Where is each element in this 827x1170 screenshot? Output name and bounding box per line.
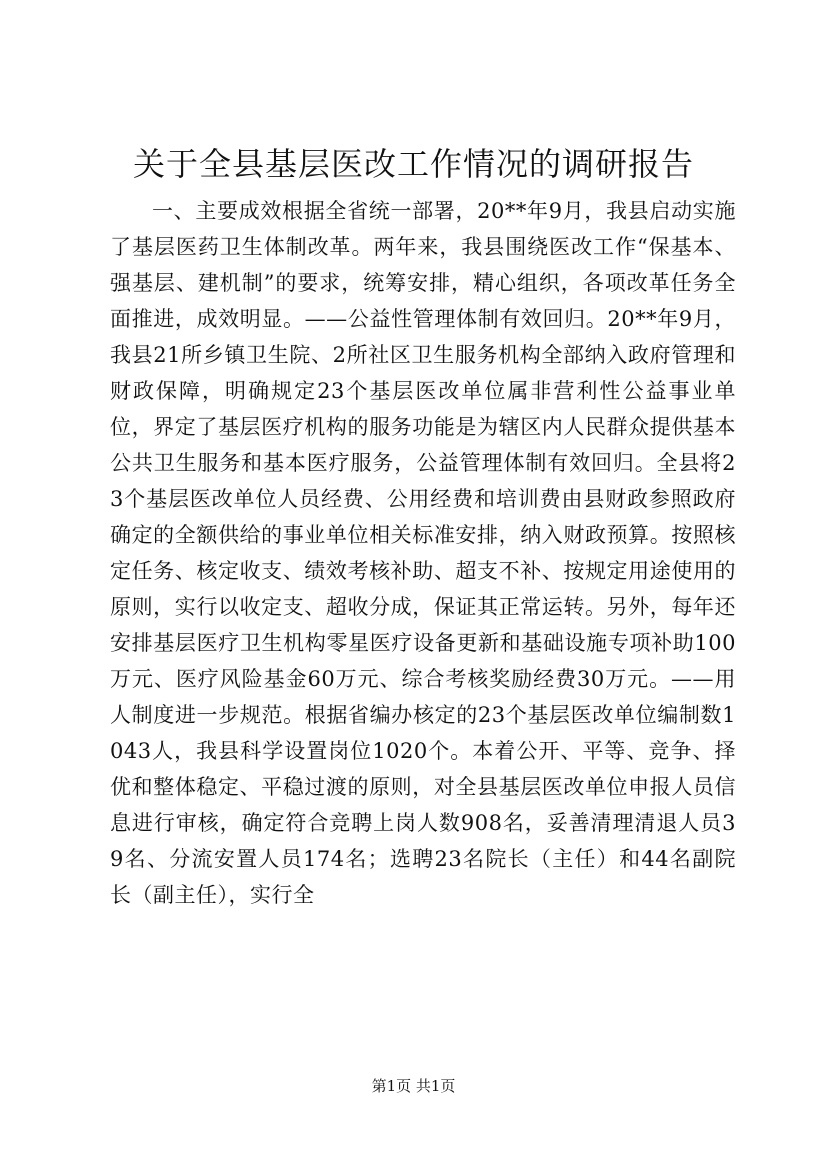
document-body-paragraph: 一、主要成效根据全省统一部署，20**年9月，我县启动实施了基层医药卫生体制改革。两年来，我县围绕医改工作“保基本、强基层、建机制”的要求，统筹安排，精心组织，各项改革任务全面推进，成效明显。——公益性管理体制有效回归。20**年9月，我县21所乡镇卫生院、2所社区卫生服务机构全部纳入政府管理和财政保障，明确规定23个基层医改单位属非营利性公益事业单位，界定了基层医疗机构的服务功能是为辖区内人民群众提供基本公共卫生服务和基本医疗服务，公益管理体制有效回归。全县将23个基层医改单位人员经费、公用经费和培训费由县财政参照政府确定的全额供给的事业单位相关标准安排，纳入财政预算。按照核定任务、核定收支、绩效考核补助、超支不补、按规定用途使用的原则，实行以收定支、超收分成，保证其正常运转。另外，每年还安排基层医疗卫生机构零星医疗设备更新和基础设施专项补助100万元、医疗风险基金60万元、综合考核奖励经费30万元。——用人制度进一步规范。根据省编办核定的23个基层医改单位编制数1043人，我县科学设置岗位1020个。本着公开、平等、竞争、择优和整体稳定、平稳过渡的原则，对全县基层医改单位申报人员信息进行审核，确定符合竞聘上岗人数908名，妥善清理清退人员39名、分流安置人员174名；选聘23名院长（主任）和44名副院长（副主任），实行全 [110, 199, 736, 907]
page-footer-page-number: 第1页 共1页 [371, 1077, 456, 1095]
document-title: 关于全县基层医改工作情况的调研报告 [132, 145, 694, 183]
